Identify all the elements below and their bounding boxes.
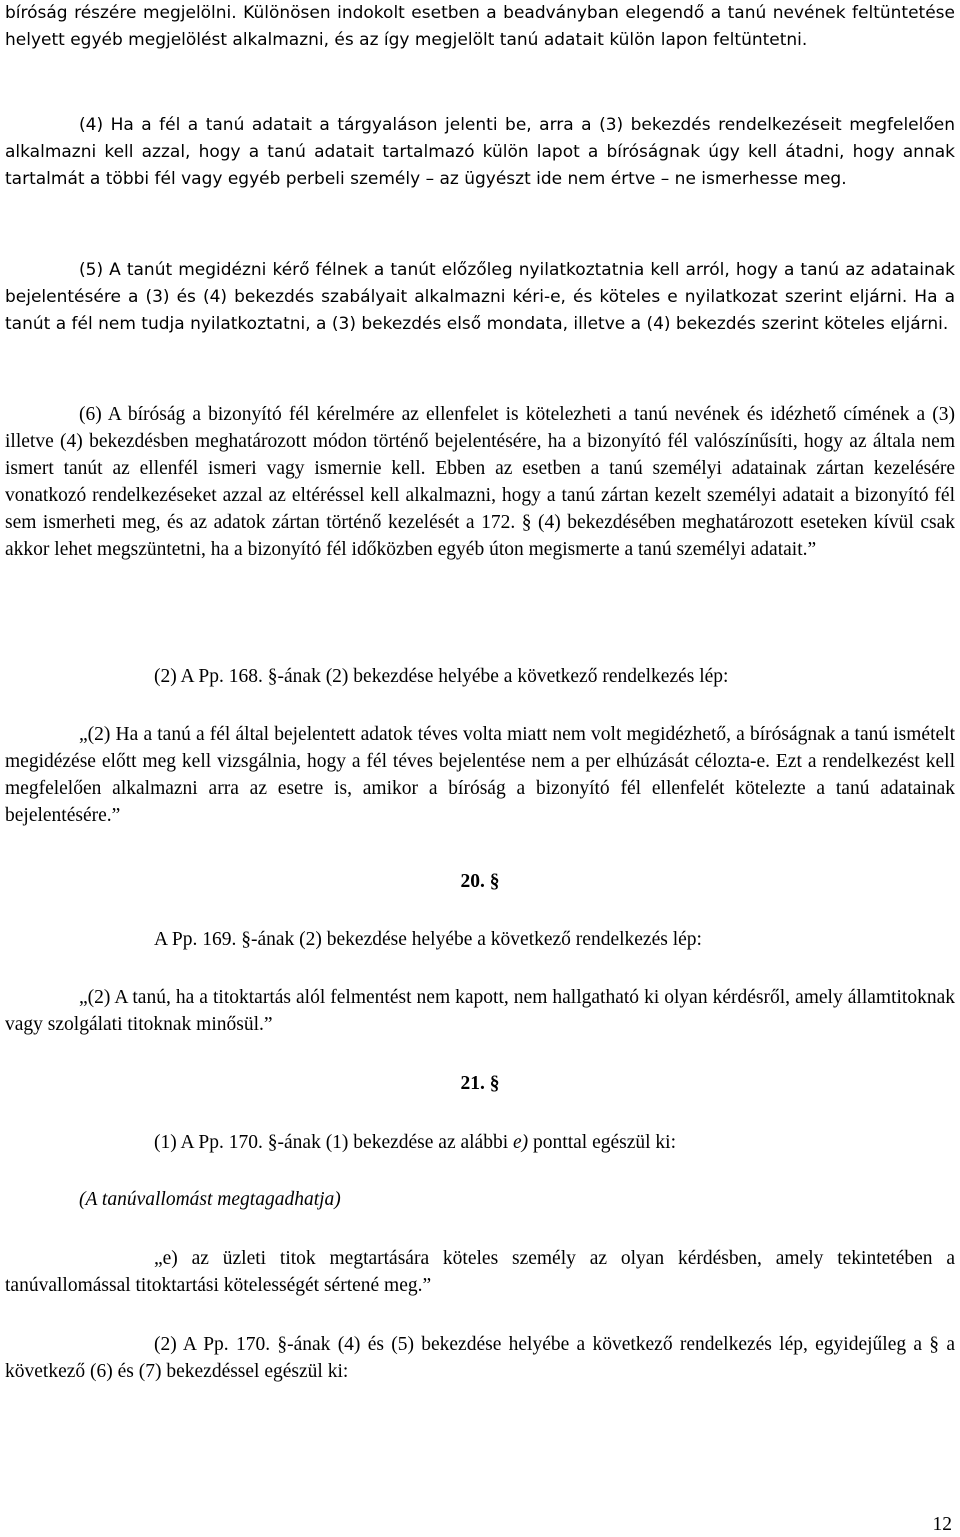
section-20-heading: 20. § <box>460 871 500 892</box>
section-21-heading: 21. § <box>460 1073 500 1094</box>
amendment-heading-170-1 <box>5 1129 955 1156</box>
quoted-provision-169: „(2) A tanú, ha a titoktartás alól felmentést nem kapott, nem hallgatható ki olyan kérdésről, amely államtitoknak vagy szolgálati titoknak minősül.” <box>5 987 955 1035</box>
point-e-label: e) <box>513 1132 529 1153</box>
amendment-text-part: (1) A Pp. 170. §-ának (1) bekezdése az alábbi <box>154 1132 509 1153</box>
quoted-provision-168: „(2) Ha a tanú a fél által bejelentett adatok téves volta miatt nem volt megidézhető, a bíróságnak a tanú ismételt megidézése előtt meg kell vizsgálnia, hogy a fél téves bejelentése nem a per elhúzását célozta-e. Ezt a rendelkezést kell megfelelően alkalmazni arra az esetre is, amikor a bíróság a bizonyító fél ellenfelét kötelezte a tanú adatainak bejelentésére.” <box>5 724 955 826</box>
paragraph-continuation: bíróság részére megjelölni. Különösen indokolt esetben a beadványban elegendő a tanú nevének feltüntetése helyett egyéb megjelölést alkalmazni, és az így megjelölt tanú adatait külön lapon feltüntetni. <box>5 3 955 50</box>
amendment-heading-2: (2) A Pp. 168. §-ának (2) bekezdése helyébe a következő rendelkezés lép: <box>154 666 729 687</box>
quoted-point-e: „e) az üzleti titok megtartására köteles személy az olyan kérdésben, amely tekintetében a tanúvallomással titoktartási kötelességét sértené meg.” <box>5 1248 955 1296</box>
amendment-heading-170-2: (2) A Pp. 170. §-ának (4) és (5) bekezdése helyébe a következő rendelkezés lép, egyidejűleg a § a következő (6) és (7) bekezdéssel egészül ki: <box>5 1334 955 1382</box>
paragraph-5: (5) A tanút megidézni kérő félnek a tanút előzőleg nyilatkoztatnia kell arról, hogy a tanú az adatainak bejelentésére a (3) és (4) bekezdés szabályait alkalmazni kéri-e, és köteles e nyilatkozat szerint eljárni. Ha a tanút a fél nem tudja nyilatkoztatni, a (3) bekezdés első mondata, illetve a (4) bekezdés szerint köteles eljárni. <box>5 260 955 334</box>
page-number: 12 <box>932 1514 952 1535</box>
paragraph-4: (4) Ha a fél a tanú adatait a tárgyaláson jelenti be, arra a (3) bekezdés rendelkezéseit megfelelően alkalmazni kell azzal, hogy a tanú adatait tartalmazó külön lapot a bíróságnak úgy kell átadni, hogy annak tartalmát a többi fél vagy egyéb perbeli személy – az ügyészt ide nem értve – ne ismerhesse meg. <box>5 115 955 189</box>
context-heading: (A tanúvallomást megtagadhatja) <box>79 1189 341 1210</box>
amendment-heading-169: A Pp. 169. §-ának (2) bekezdése helyébe a következő rendelkezés lép: <box>154 929 702 950</box>
amendment-text-part: ponttal egészül ki: <box>533 1132 676 1153</box>
paragraph-6: (6) A bíróság a bizonyító fél kérelmére az ellenfelet is kötelezheti a tanú nevének és idézhető címének a (3) illetve (4) bekezdésben meghatározott módon történő bejelentésére, ha a bizonyító fél valószínűsíti, hogy az általa nem ismert tanút az ellenfél ismeri vagy ismernie kell. Ebben az esetben a tanú személyi adatainak zártan kezelésére vonatkozó rendelkezéseket azzal az eltéréssel kell alkalmazni, hogy a tanú zártan kezelt személyi adatait a bizonyító fél sem ismerheti meg, és az adatok zártan történő kezelését a 172. § (4) bekezdésében meghatározott eseteken kívül csak akkor lehet megszüntetni, ha a bizonyító fél időközben egyéb úton megismerte a tanú személyi adatait.” <box>5 404 955 560</box>
